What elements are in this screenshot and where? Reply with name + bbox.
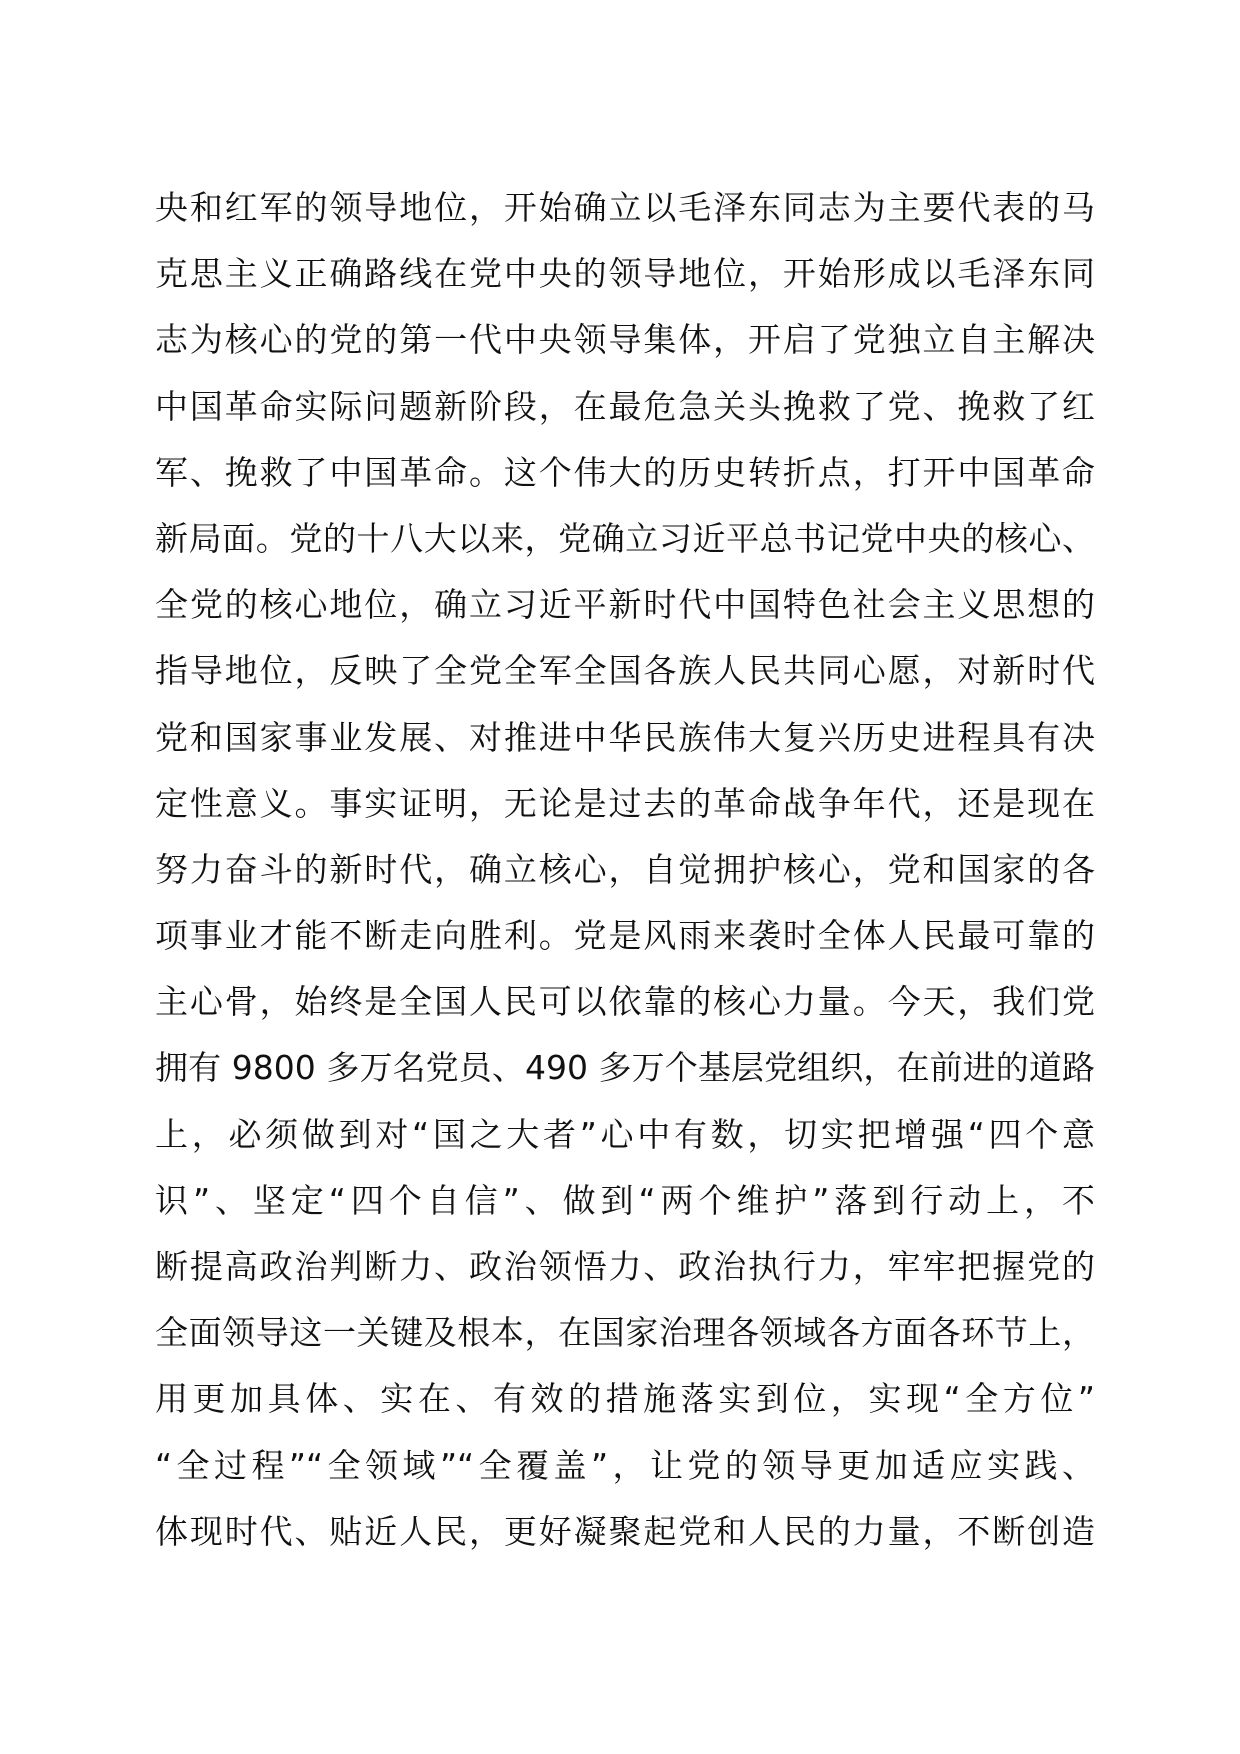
text-line: 新局面。党的十八大以来，党确立习近平总书记党中央的核心、: [155, 518, 1095, 558]
text-line: 央和红军的领导地位，开始确立以毛泽东同志为主要代表的马: [155, 188, 1095, 227]
text-line: 全党的核心地位，确立习近平新时代中国特色社会主义思想的: [155, 585, 1095, 625]
text-line: 体现时代、贴近人民，更好凝聚起党和人民的力量，不断创造: [155, 1511, 1095, 1551]
text-line: 上，必须做到对“国之大者”心中有数，切实把增强“四个意: [155, 1114, 1095, 1154]
text-line: 中国革命实际问题新阶段，在最危急关头挽救了党、挽救了红: [155, 386, 1095, 426]
text-line: “全过程”“全领域”“全覆盖”，让党的领导更加适应实践、: [155, 1445, 1095, 1485]
text-line: 项事业才能不断走向胜利。党是风雨来袭时全体人民最可靠的: [155, 916, 1095, 956]
text-line: 指导地位，反映了全党全军全国各族人民共同心愿，对新时代: [155, 651, 1095, 691]
text-line: 军、挽救了中国革命。这个伟大的历史转折点，打开中国革命: [155, 452, 1095, 492]
text-line: 用更加具体、实在、有效的措施落实到位，实现“全方位”: [155, 1379, 1095, 1419]
text-line: 识”、坚定“四个自信”、做到“两个维护”落到行动上，不: [155, 1180, 1095, 1220]
text-line: 全面领导这一关键及根本，在国家治理各领域各方面各环节上，: [155, 1313, 1095, 1353]
text-line: 断提高政治判断力、政治领悟力、政治执行力，牢牢把握党的: [155, 1247, 1095, 1286]
body-text: [155, 189, 1095, 1579]
text-line: 拥有 9800 多万名党员、490 多万个基层党组织，在前进的道路: [155, 1048, 1095, 1088]
text-line: 定性意义。事实证明，无论是过去的革命战争年代，还是现在: [155, 783, 1095, 823]
text-line: 克思主义正确路线在党中央的领导地位，开始形成以毛泽东同: [155, 254, 1095, 294]
text-line: 党和国家事业发展、对推进中华民族伟大复兴历史进程具有决: [155, 717, 1095, 757]
text-line: 志为核心的党的第一代中央领导集体，开启了党独立自主解决: [155, 320, 1095, 360]
text-line: 主心骨，始终是全国人民可以依靠的核心力量。今天，我们党: [155, 982, 1095, 1022]
text-line: 努力奋斗的新时代，确立核心，自觉拥护核心，党和国家的各: [155, 849, 1095, 889]
